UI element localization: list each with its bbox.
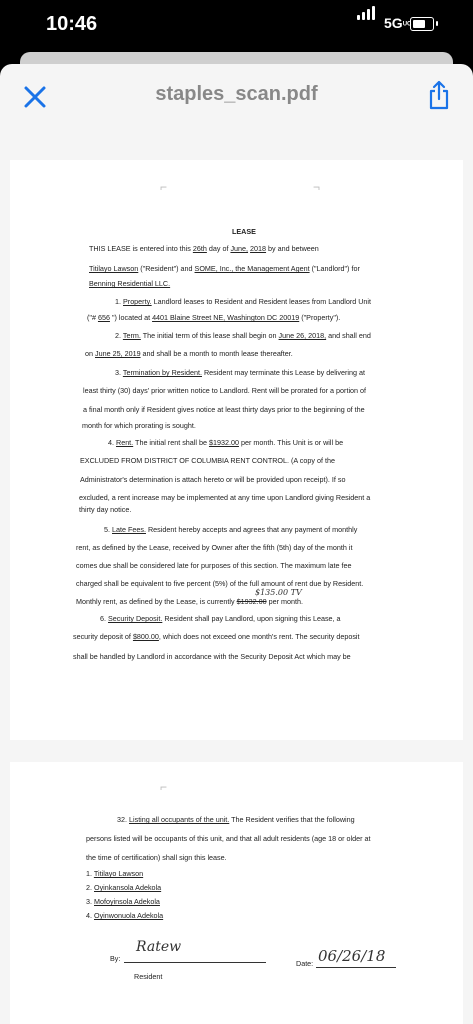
signature: Ratew bbox=[136, 939, 182, 955]
status-bar bbox=[0, 0, 473, 55]
date-value: 06/26/18 bbox=[318, 947, 386, 965]
date-label: Date: bbox=[296, 959, 314, 968]
handwritten-annotation: $135.00 TV bbox=[255, 588, 302, 597]
share-icon[interactable] bbox=[426, 80, 452, 110]
lease-parties: Titilayo Lawson ("Resident") and SOME, Inc., the Management Agent ("Landlord") for bbox=[89, 264, 360, 273]
document-title: staples_scan.pdf bbox=[155, 83, 318, 105]
battery-icon bbox=[410, 17, 434, 31]
occupant-item: 1. Titilayo Lawson bbox=[86, 869, 144, 878]
occupant-item: 4. Oyinwonuola Adekola bbox=[86, 911, 164, 920]
network-label: 5GUC bbox=[384, 15, 412, 31]
section-5: 5. Late Fees. Resident hereby accepts and agrees that any payment of monthly bbox=[104, 525, 358, 534]
section-1: 1. Property. Landlord leases to Resident and Resident leases from Landlord Unit bbox=[115, 297, 371, 306]
occupant-item: 3. Mofoyinsola Adekola bbox=[86, 897, 160, 906]
section-32: 32. Listing all occupants of the unit. The Resident verifies that the following bbox=[117, 815, 355, 824]
lease-heading: LEASE bbox=[232, 227, 256, 236]
section-6: 6. Security Deposit. Resident shall pay Landlord, upon signing this Lease, a bbox=[100, 614, 341, 623]
landlord-name: Benning Residential LLC. bbox=[89, 279, 171, 288]
lease-intro: THIS LEASE is entered into this 26th day of June, 2018 by and between bbox=[89, 244, 319, 253]
by-label: By: bbox=[110, 954, 121, 963]
resident-label: Resident bbox=[134, 972, 163, 981]
pdf-page-2 bbox=[10, 762, 463, 1024]
section-2: 2. Term. The initial term of this lease shall begin on June 26, 2018, and shall end bbox=[115, 331, 371, 340]
section-3: 3. Termination by Resident. Resident may terminate this Lease by delivering at bbox=[115, 368, 365, 377]
clock: 10:46 bbox=[46, 13, 98, 35]
occupant-item: 2. Oyinkansola Adekola bbox=[86, 883, 162, 892]
section-4: 4. Rent. The initial rent shall be $1932.00 per month. This Unit is or will be bbox=[108, 438, 344, 447]
